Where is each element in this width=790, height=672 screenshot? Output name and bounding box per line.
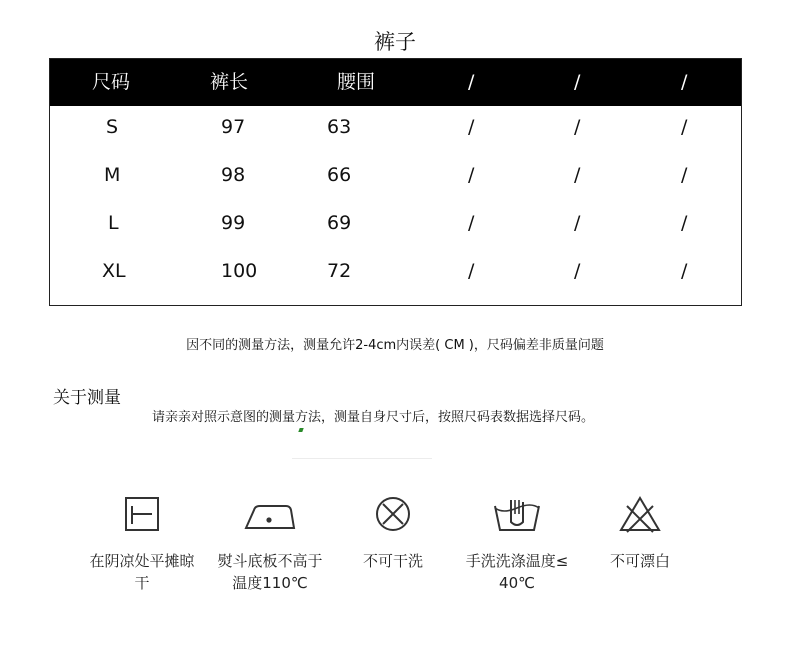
blank-cell: / [681,260,688,282]
care-item-flat-dry [77,494,207,594]
care-item-no-wash [328,494,458,572]
length-cell: 98 [221,164,246,186]
care-item-hand-wash [452,494,582,594]
page-title: 裤子 [374,30,416,54]
decorative-mark [298,428,303,432]
size-table [49,58,742,306]
header-blank-2: / [574,71,581,93]
length-cell: 100 [221,260,258,282]
header-length: 裤长 [210,71,249,93]
table-row [50,163,741,211]
hand-wash-icon [491,494,543,534]
blank-cell: / [681,212,688,234]
blank-cell: / [468,212,475,234]
instruction-text: 请亲亲对照示意图的测量方法，测量自身尺寸后，按照尺码表数据选择尺码。 [152,410,595,425]
waist-cell: 72 [327,260,352,282]
no-wash-icon [373,494,413,534]
no-bleach-icon [617,494,663,534]
waist-cell: 69 [327,212,352,234]
measurement-note: 因不同的测量方法，测量允许2-4cm内误差( CM )，尺码偏差非质量问题 [186,338,604,353]
blank-cell: / [468,164,475,186]
length-cell: 99 [221,212,246,234]
size-cell: M [104,164,121,186]
table-header [50,59,741,106]
size-cell: XL [102,260,126,282]
blank-cell: / [574,164,581,186]
blank-cell: / [681,116,688,138]
blank-cell: / [574,212,581,234]
blank-cell: / [681,164,688,186]
header-blank-1: / [468,71,475,93]
blank-cell: / [574,260,581,282]
table-row [50,211,741,259]
length-cell: 97 [221,116,246,138]
blank-cell: / [468,116,475,138]
waist-cell: 66 [327,164,352,186]
table-row [50,259,741,307]
waist-cell: 63 [327,116,352,138]
iron-icon [240,494,300,534]
divider [292,458,432,459]
care-item-no-bleach [575,494,705,572]
care-label: 在阴凉处平摊晾 干 [89,552,195,592]
header-size: 尺码 [92,71,131,93]
care-label: 熨斗底板不高于 温度110℃ [217,552,323,592]
header-blank-3: / [681,71,688,93]
care-label: 不可漂白 [609,552,670,570]
blank-cell: / [468,260,475,282]
table-row [50,115,741,163]
care-item-iron [205,494,335,594]
flat-dry-icon [122,494,162,534]
size-cell: S [106,116,119,138]
size-cell: L [108,212,119,234]
header-waist: 腰围 [337,71,376,93]
care-label: 不可干洗 [362,552,423,570]
care-label: 手洗洗涤温度≤ 40℃ [465,552,569,592]
section-title: 关于测量 [53,388,121,408]
blank-cell: / [574,116,581,138]
